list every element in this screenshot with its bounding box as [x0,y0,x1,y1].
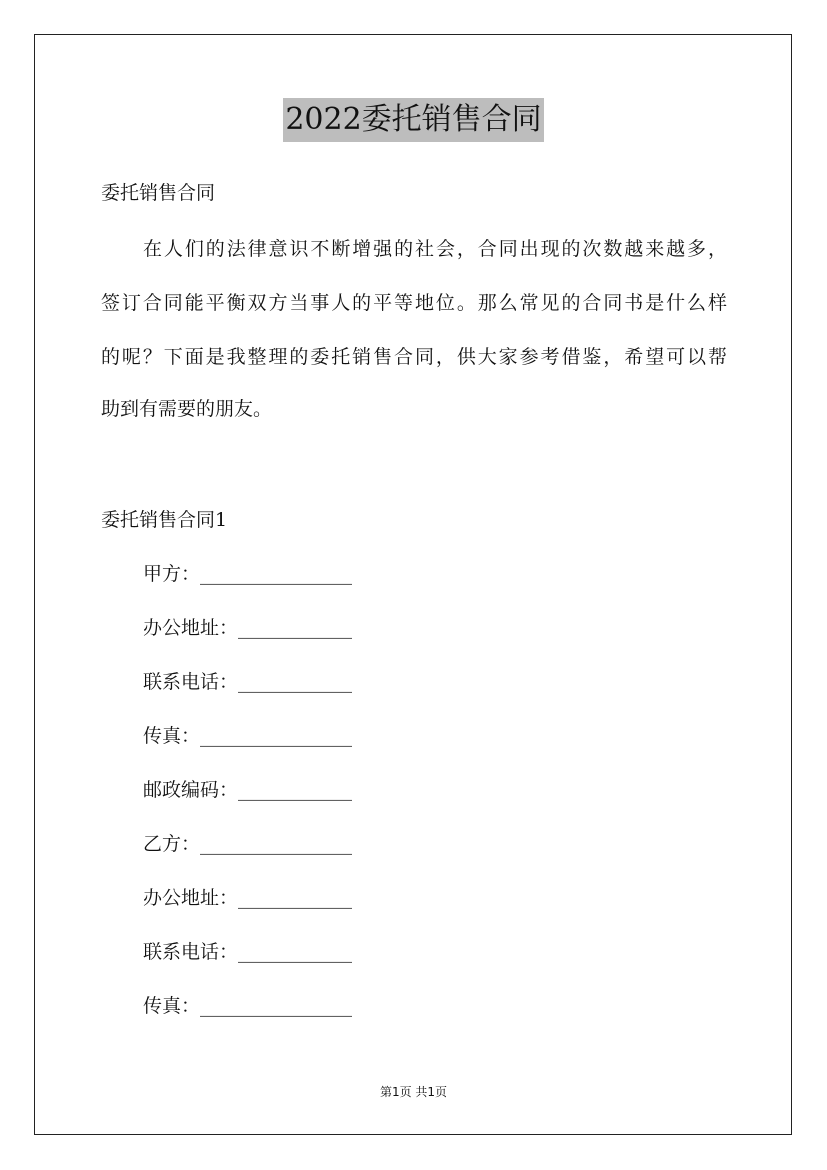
section-title: 委托销售合同1 [101,509,228,531]
field-blank[interactable]: ____________ [238,779,353,801]
field-phone-b [143,939,352,965]
intro-line-1: 在人们的法律意识不断增强的社会，合同出现的次数越来越多， [143,238,727,260]
field-label: 传真： [143,725,201,747]
field-party-a [143,561,352,587]
field-blank[interactable]: ________________ [200,995,353,1017]
field-label: 联系电话： [143,941,239,963]
field-label: 办公地址： [143,887,239,909]
field-fax-b [143,993,352,1019]
field-postcode-a [143,777,352,803]
document-title: 2022委托销售合同 [283,98,543,142]
field-label: 传真： [143,995,201,1017]
field-blank[interactable]: ________________ [200,563,353,585]
field-office-address-a [143,615,352,641]
intro-line-2: 签订合同能平衡双方当事人的平等地位。那么常见的合同书是什么样 [101,292,727,314]
page-footer: 第1页 共1页 [379,1085,448,1099]
field-label: 甲方： [143,563,201,585]
field-label: 乙方： [143,833,201,855]
field-blank[interactable]: ____________ [238,617,353,639]
field-party-b [143,831,352,857]
document-subtitle: 委托销售合同 [101,182,216,204]
field-blank[interactable]: ____________ [238,941,353,963]
intro-line-4: 助到有需要的朋友。 [101,398,273,420]
field-blank[interactable]: ____________ [238,671,353,693]
field-blank[interactable]: ________________ [200,833,353,855]
title-container [0,98,827,142]
intro-line-3: 的呢？下面是我整理的委托销售合同，供大家参考借鉴，希望可以帮 [101,346,727,368]
field-label: 联系电话： [143,671,239,693]
field-label: 办公地址： [143,617,239,639]
field-blank[interactable]: ____________ [238,887,353,909]
field-phone-a [143,669,352,695]
field-label: 邮政编码： [143,779,239,801]
field-office-address-b [143,885,352,911]
field-fax-a [143,723,352,749]
field-blank[interactable]: ________________ [200,725,353,747]
